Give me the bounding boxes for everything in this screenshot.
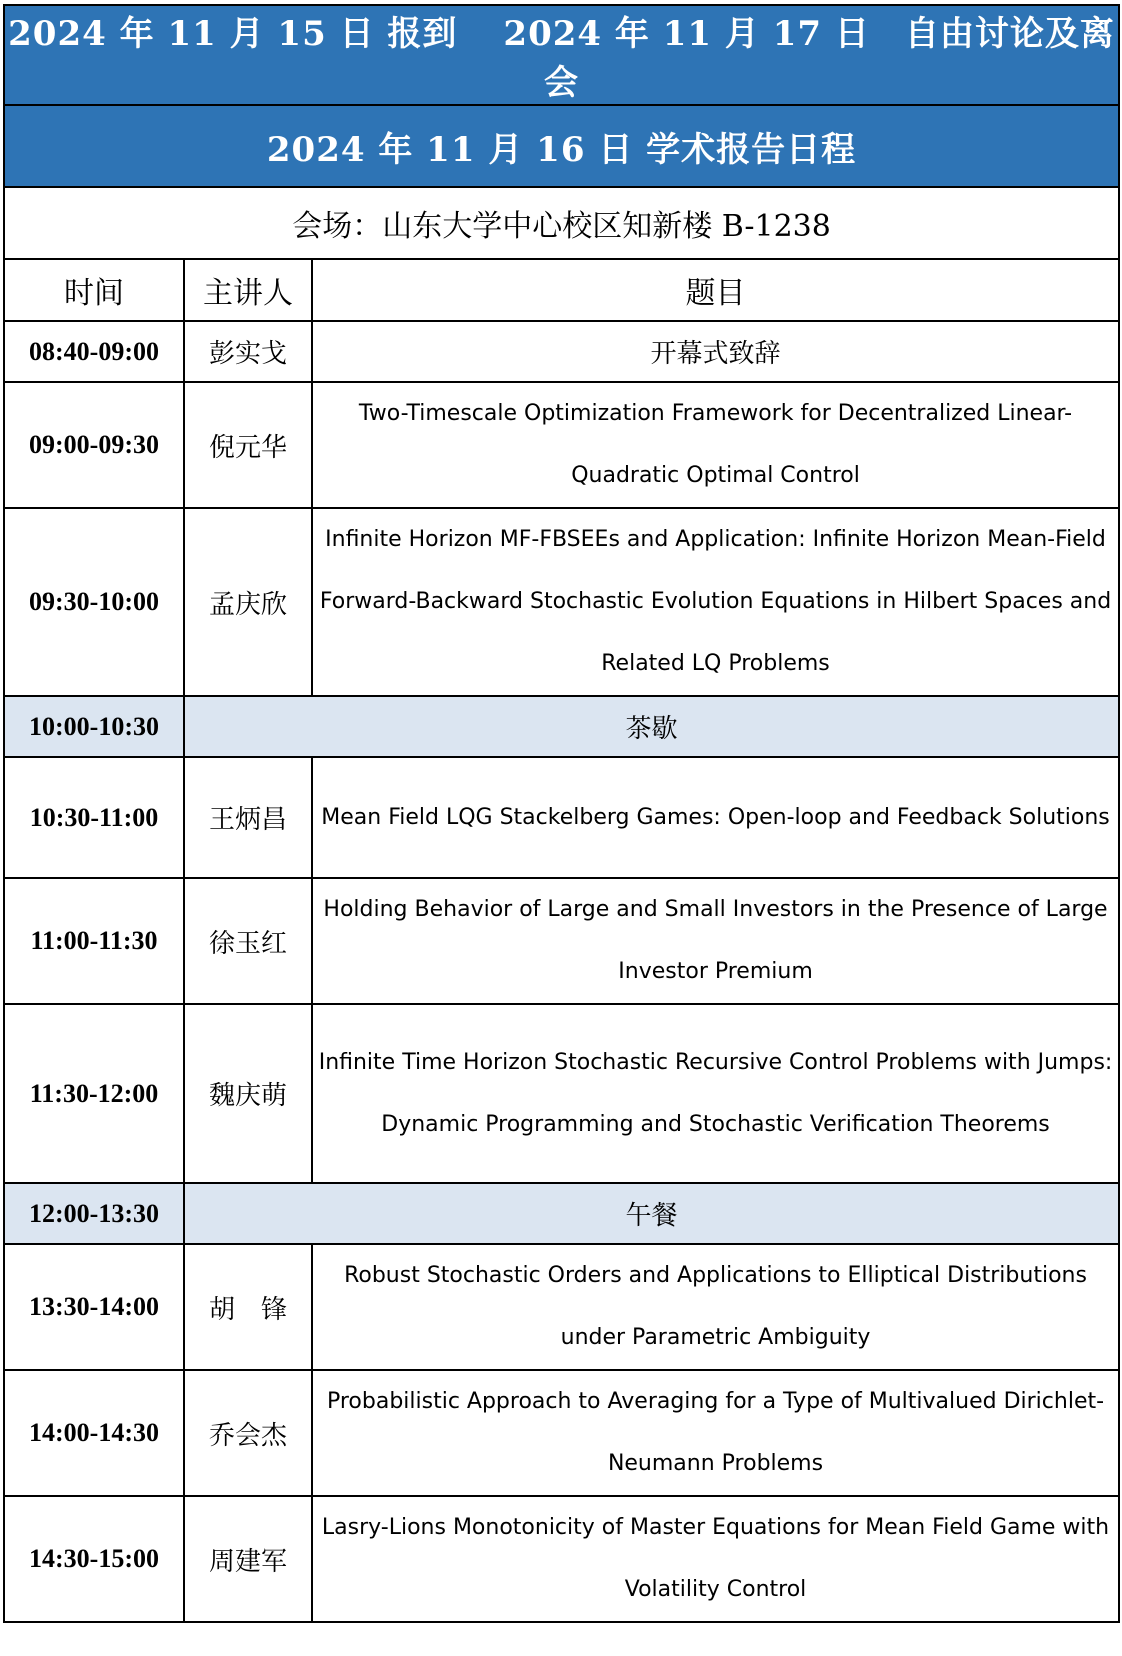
session-speaker: 彭实戈 — [184, 321, 312, 382]
session-time: 11:00-11:30 — [4, 878, 184, 1004]
schedule-title: 2024 年 11 月 16 日 学术报告日程 — [4, 105, 1119, 187]
break-row — [4, 1183, 1119, 1244]
banner-row-dates — [4, 5, 1119, 105]
session-row — [4, 1370, 1119, 1496]
session-row — [4, 757, 1119, 878]
session-row — [4, 1004, 1119, 1183]
session-title: Mean Field LQG Stackelberg Games: Open-loop and Feedback Solutions — [312, 757, 1119, 878]
session-speaker: 胡 锋 — [184, 1244, 312, 1370]
session-title: Lasry-Lions Monotonicity of Master Equations for Mean Field Game with Volatility Control — [312, 1496, 1119, 1622]
header-time: 时间 — [4, 259, 184, 321]
session-row — [4, 508, 1119, 696]
session-row — [4, 382, 1119, 508]
session-time: 13:30-14:00 — [4, 1244, 184, 1370]
break-row — [4, 696, 1119, 757]
session-title: 开幕式致辞 — [312, 321, 1119, 382]
session-title: Probabilistic Approach to Averaging for a Type of Multivalued Dirichlet-Neumann Problems — [312, 1370, 1119, 1496]
session-row — [4, 1496, 1119, 1622]
session-title: Two-Timescale Optimization Framework for Decentralized Linear-Quadratic Optimal Control — [312, 382, 1119, 508]
banner-row-title — [4, 105, 1119, 187]
break-label: 茶歇 — [184, 696, 1119, 757]
venue-label: 会场：山东大学中心校区知新楼 B-1238 — [4, 187, 1119, 259]
header-title: 题目 — [312, 259, 1119, 321]
session-time: 08:40-09:00 — [4, 321, 184, 382]
session-speaker: 倪元华 — [184, 382, 312, 508]
session-speaker: 王炳昌 — [184, 757, 312, 878]
session-speaker: 魏庆萌 — [184, 1004, 312, 1183]
break-time: 12:00-13:30 — [4, 1183, 184, 1244]
break-time: 10:00-10:30 — [4, 696, 184, 757]
session-title: Holding Behavior of Large and Small Investors in the Presence of Large Investor Premium — [312, 878, 1119, 1004]
header-row — [4, 259, 1119, 321]
session-title: Infinite Time Horizon Stochastic Recursive Control Problems with Jumps: Dynamic Programming and Stochastic Verification Theorems — [312, 1004, 1119, 1183]
break-label: 午餐 — [184, 1183, 1119, 1244]
session-title: Infinite Horizon MF-FBSEEs and Application: Infinite Horizon Mean-Field Forward-Backward Stochastic Evolution Equations in Hilbert Spaces and Related LQ Problems — [312, 508, 1119, 696]
session-speaker: 徐玉红 — [184, 878, 312, 1004]
session-time: 09:00-09:30 — [4, 382, 184, 508]
session-row — [4, 878, 1119, 1004]
banner-dates — [4, 5, 1119, 105]
session-row — [4, 321, 1119, 382]
session-row — [4, 1244, 1119, 1370]
venue-row — [4, 187, 1119, 259]
session-time: 14:00-14:30 — [4, 1370, 184, 1496]
session-time: 14:30-15:00 — [4, 1496, 184, 1622]
schedule-table — [3, 4, 1120, 1623]
session-speaker: 周建军 — [184, 1496, 312, 1622]
session-time: 10:30-11:00 — [4, 757, 184, 878]
session-speaker: 乔会杰 — [184, 1370, 312, 1496]
header-speaker: 主讲人 — [184, 259, 312, 321]
discussion-date: 2024 年 11 月 17 日 自由讨论及离会 — [503, 14, 1115, 103]
registration-date: 2024 年 11 月 15 日 报到 — [8, 14, 458, 54]
session-speaker: 孟庆欣 — [184, 508, 312, 696]
session-title: Robust Stochastic Orders and Applications to Elliptical Distributions under Parametric Ambiguity — [312, 1244, 1119, 1370]
session-time: 11:30-12:00 — [4, 1004, 184, 1183]
session-time: 09:30-10:00 — [4, 508, 184, 696]
